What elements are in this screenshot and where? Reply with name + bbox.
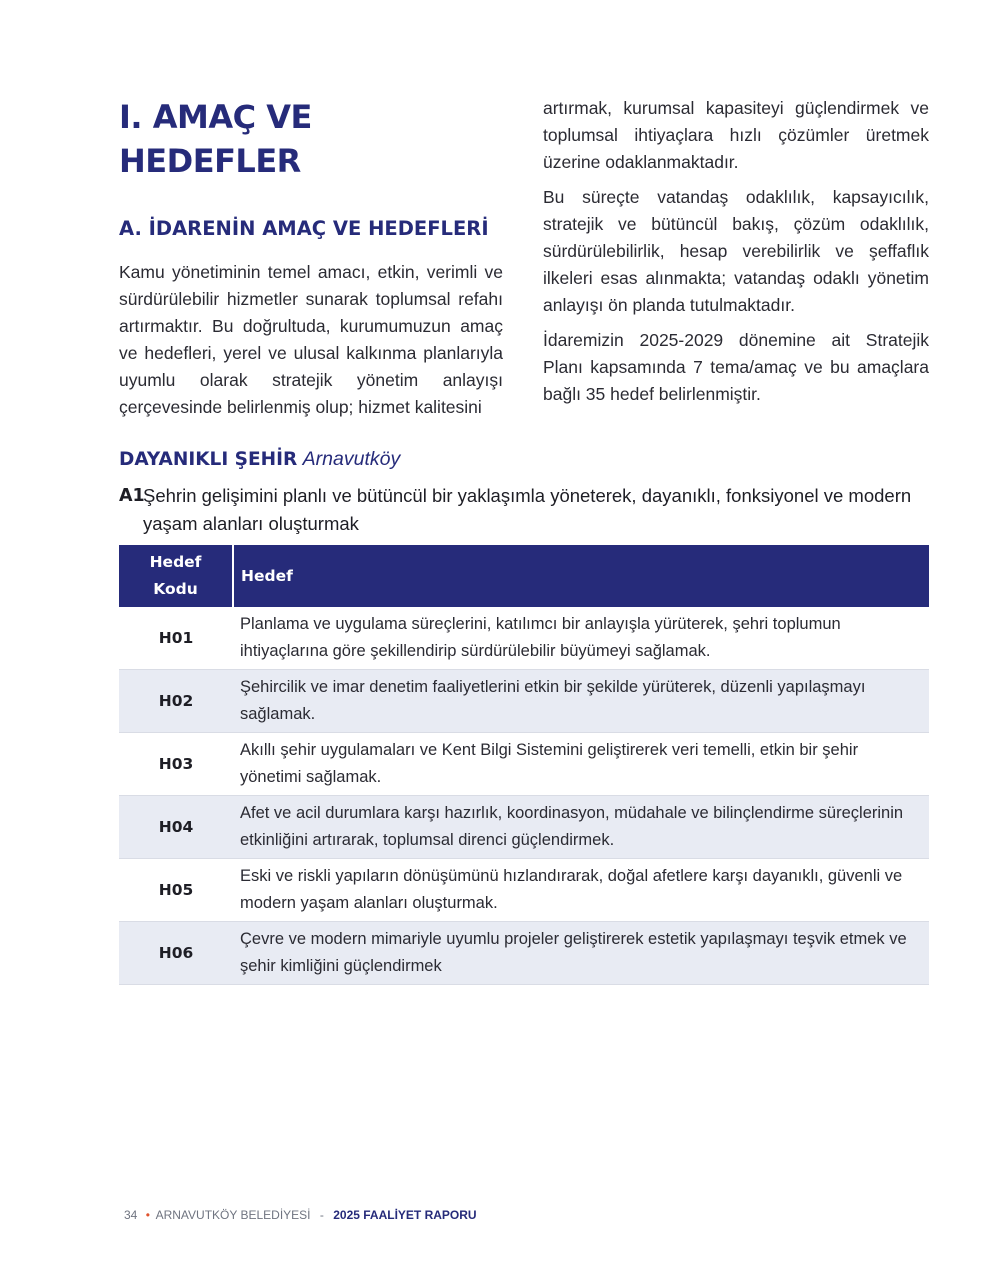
table-row bbox=[119, 859, 929, 922]
theme-subtitle: Arnavutköy bbox=[302, 448, 401, 470]
table-header-row bbox=[119, 545, 929, 607]
target-code: H06 bbox=[119, 922, 233, 985]
header-target-code bbox=[119, 545, 233, 607]
table-row bbox=[119, 922, 929, 985]
theme-title: DAYANIKLI ŞEHİR bbox=[119, 449, 298, 470]
goal-statement bbox=[119, 482, 931, 538]
table-row bbox=[119, 607, 929, 670]
target-text: Çevre ve modern mimariyle uyumlu projeler geliştirerek estetik yapılaşmayı teşvik etmek ve şehir kimliğini güçlendirmek bbox=[233, 922, 929, 985]
goal-text: Şehrin gelişimini planlı ve bütüncül bir yaklaşımla yöneterek, dayanıklı, fonksiyonel ve modern yaşam alanları oluşturmak bbox=[143, 485, 912, 534]
target-code: H01 bbox=[119, 607, 233, 670]
header-target: Hedef bbox=[233, 545, 929, 607]
targets-table bbox=[119, 545, 929, 985]
footer-report-title: 2025 FAALİYET RAPORU bbox=[333, 1208, 477, 1222]
right-column bbox=[543, 95, 929, 408]
principles-paragraph: Bu süreçte vatandaş odaklılık, kapsayıcılık, stratejik ve bütüncül bakış, çözüm odaklılık, sürdürülebilirlik, hesap verebilirlik ve şeffaflık ilkeleri esas alınmakta; vatandaş odaklı yönetim anlayışı ön planda tutulmaktadır. bbox=[543, 187, 929, 315]
footer-dot-icon: • bbox=[145, 1208, 150, 1222]
table-row bbox=[119, 796, 929, 859]
strategic-plan-paragraph: İdaremizin 2025-2029 dönemine ait Stratejik Planı kapsamında 7 tema/amaç ve bu amaçlara bağlı 35 hedef belirlenmiştir. bbox=[543, 330, 929, 404]
target-code: H05 bbox=[119, 859, 233, 922]
target-code: H04 bbox=[119, 796, 233, 859]
page-footer bbox=[124, 1207, 477, 1223]
target-text: Eski ve riskli yapıların dönüşümünü hızlandırarak, doğal afetlere karşı dayanıklı, güvenli ve modern yaşam alanları oluşturmak. bbox=[233, 859, 929, 922]
header-code-line2: Kodu bbox=[153, 580, 198, 598]
table-row bbox=[119, 670, 929, 733]
target-code: H02 bbox=[119, 670, 233, 733]
page-number: 34 bbox=[124, 1208, 138, 1222]
target-text: Şehircilik ve imar denetim faaliyetlerini etkin bir şekilde yürüterek, düzenli yapılaşmayı sağlamak. bbox=[233, 670, 929, 733]
header-code-line1: Hedef bbox=[149, 553, 202, 571]
theme-heading bbox=[119, 445, 929, 474]
left-column bbox=[119, 95, 503, 421]
target-text: Planlama ve uygulama süreçlerini, katılımcı bir anlayışla yürüterek, şehri toplumun ihtiyaçlarına göre şekillendirip sürdürülebilir büyümeyi sağlamak. bbox=[233, 607, 929, 670]
continuation-paragraph: artırmak, kurumsal kapasiteyi güçlendirmek ve toplumsal ihtiyaçlara hızlı çözümler üretmek üzerine odaklanmaktadır. bbox=[543, 98, 929, 172]
footer-organization: ARNAVUTKÖY BELEDİYESİ bbox=[155, 1208, 311, 1222]
goal-code: A1 bbox=[119, 486, 145, 506]
section-title: I. AMAÇ VE HEDEFLER bbox=[119, 98, 312, 180]
footer-separator: - bbox=[319, 1208, 324, 1222]
target-text: Afet ve acil durumlara karşı hazırlık, koordinasyon, müdahale ve bilinçlendirme süreçlerinin etkinliğini artırarak, toplumsal direnci güçlendirmek. bbox=[233, 796, 929, 859]
subsection-title: A. İDARENİN AMAÇ VE HEDEFLERİ bbox=[119, 217, 489, 240]
table-row bbox=[119, 733, 929, 796]
target-code: H03 bbox=[119, 733, 233, 796]
intro-paragraph: Kamu yönetiminin temel amacı, etkin, verimli ve sürdürülebilir hizmetler sunarak toplumsal refahı artırmaktır. Bu doğrultuda, kurumumuzun amaç ve hedefleri, yerel ve ulusal kalkınma planlarıyla uyumlu olarak stratejik yönetim anlayışı çerçevesinde belirlenmiş olup; hizmet kalitesini bbox=[119, 262, 503, 417]
target-text: Akıllı şehir uygulamaları ve Kent Bilgi Sistemini geliştirerek veri temelli, etkin bir şehir yönetimi sağlamak. bbox=[233, 733, 929, 796]
